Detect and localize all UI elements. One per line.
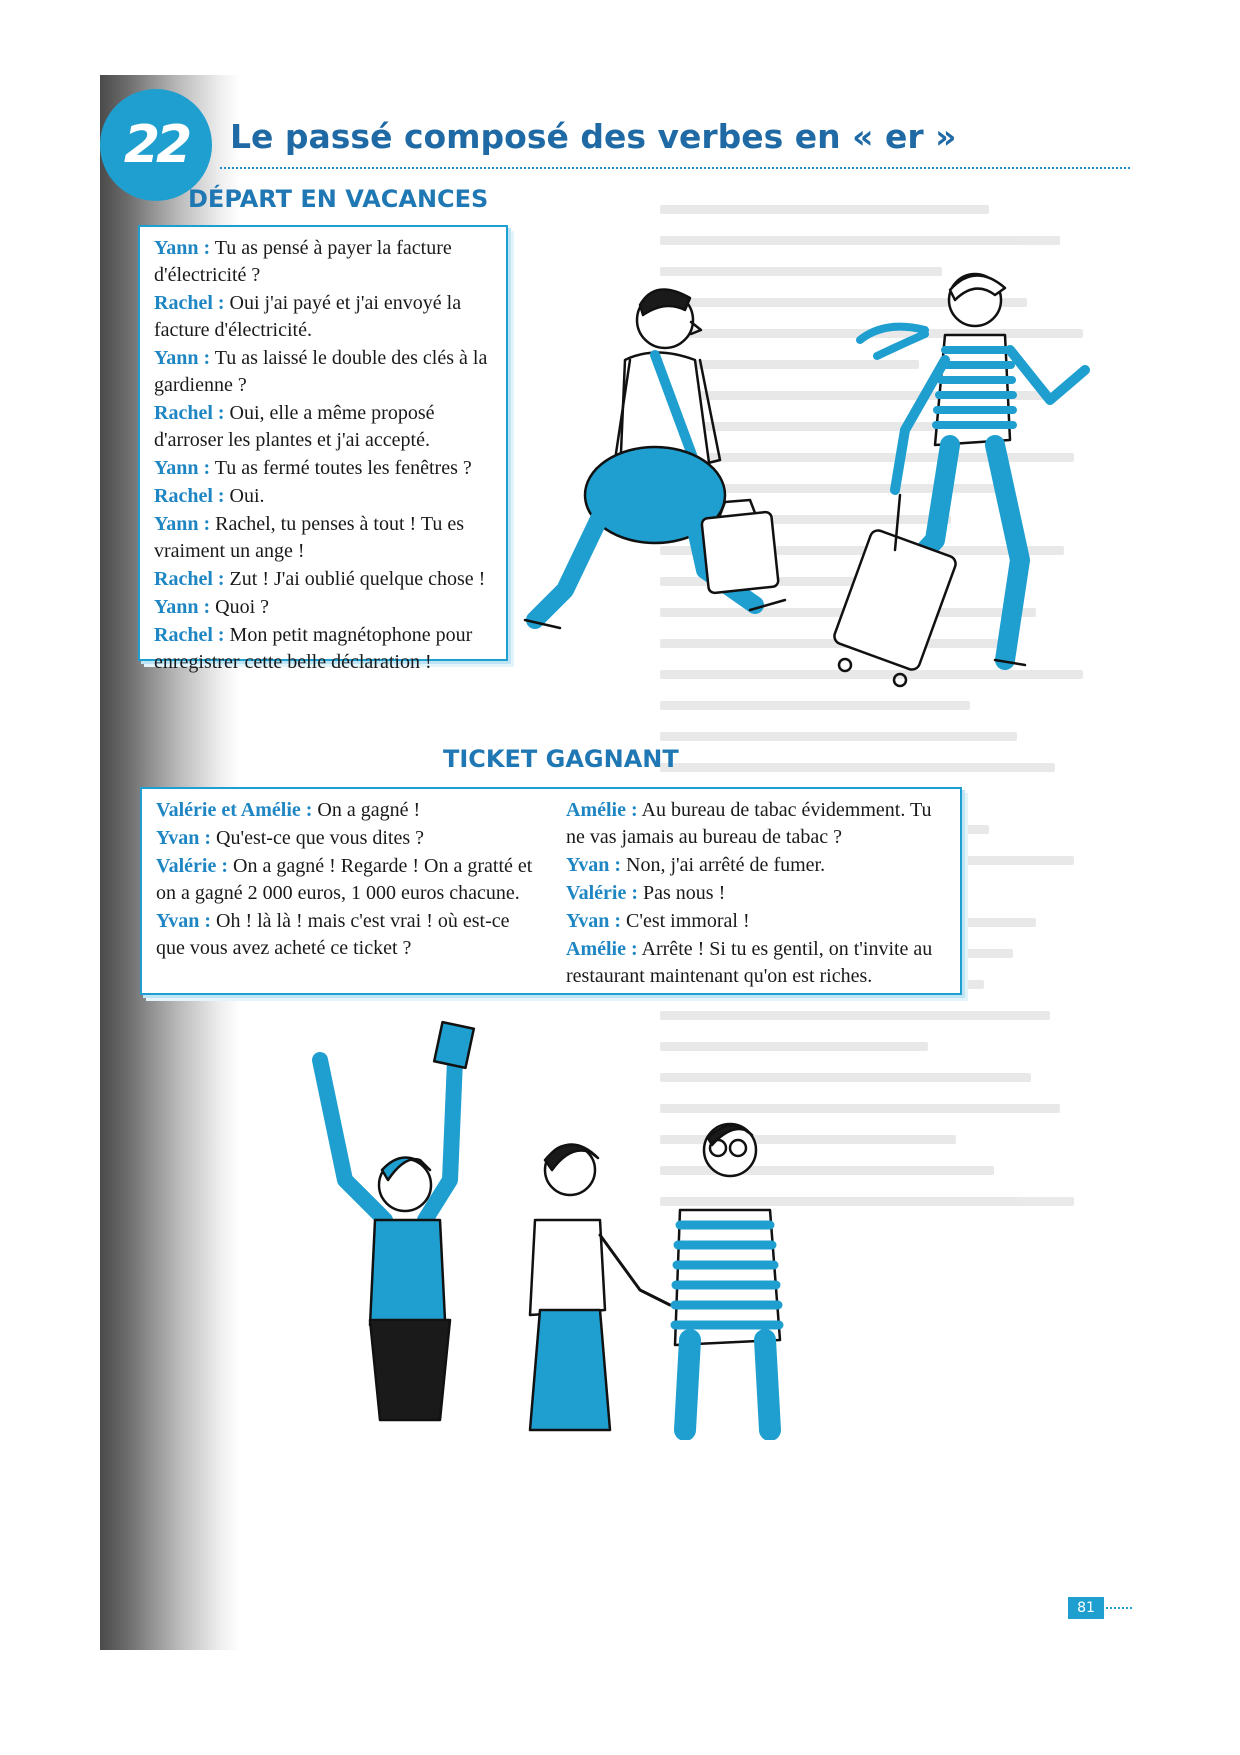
dialogue-text: Qu'est-ce que vous dites ? [216, 827, 425, 849]
dialogue-text: Oui, elle a même proposé d'arroser les plantes et j'ai accepté. [154, 402, 435, 451]
speaker-name: Rachel : [154, 624, 225, 646]
dialogue-text: Oui. [229, 485, 265, 507]
dialogue-line [154, 622, 492, 676]
speaker-name: Rachel : [154, 402, 225, 424]
dialogue-line [154, 566, 492, 593]
dialogue-text: C'est immoral ! [626, 910, 750, 932]
dialogue-text: Oh ! là là ! mais c'est vrai ! où est-ce que vous avez acheté ce ticket ? [156, 910, 510, 959]
speaker-name: Rachel : [154, 292, 225, 314]
speaker-name: Rachel : [154, 485, 225, 507]
dialogue-line [154, 345, 492, 399]
page-number: 81 [1068, 1597, 1104, 1619]
dialogue-line [566, 936, 946, 990]
speaker-name: Yann : [154, 513, 211, 535]
speaker-name: Amélie : [566, 938, 638, 960]
dialogue-text: Pas nous ! [643, 882, 726, 904]
speaker-name: Valérie : [156, 855, 229, 877]
dialogue-text: On a gagné ! Regarde ! On a gratté et on a gagné 2 000 euros, 1 000 euros chacune. [156, 855, 533, 904]
page-number-dots [1106, 1607, 1132, 1609]
book-page [100, 75, 1135, 1650]
dialogue-line [156, 825, 536, 852]
dialogue-line [154, 400, 492, 454]
dialogue-text: Zut ! J'ai oublié quelque chose ! [229, 568, 486, 590]
dialogue-line [566, 852, 946, 879]
speaker-name: Yann : [154, 347, 211, 369]
dialogue-line [154, 594, 492, 621]
winners-illustration [300, 1020, 820, 1440]
dialogue-column-left [156, 797, 536, 991]
speaker-name: Valérie et Amélie : [156, 799, 313, 821]
dialogue-columns [156, 797, 946, 991]
chapter-title: Le passé composé des verbes en « er » [230, 117, 957, 156]
speaker-name: Amélie : [566, 799, 638, 821]
dialogue-line [154, 235, 492, 289]
speaker-name: Yann : [154, 596, 211, 618]
speaker-name: Rachel : [154, 568, 225, 590]
dialogue-column-right [566, 797, 946, 991]
chapter-number: 22 [123, 115, 189, 175]
dialogue-line [566, 908, 946, 935]
dialogue-text: Tu as pensé à payer la facture d'électricité ? [154, 237, 452, 286]
dialogue-text: Au bureau de tabac évidemment. Tu ne vas jamais au bureau de tabac ? [566, 799, 932, 848]
dialogue-text: On a gagné ! [317, 799, 421, 821]
speaker-name: Yvan : [156, 910, 212, 932]
dialogue-text: Quoi ? [215, 596, 270, 618]
title-dotted-rule [220, 167, 1130, 169]
speaker-name: Yvan : [566, 854, 622, 876]
speaker-name: Yann : [154, 237, 211, 259]
dialogue-box-ticket [140, 787, 962, 995]
dialogue-text: Rachel, tu penses à tout ! Tu es vraiment un ange ! [154, 513, 465, 562]
speaker-name: Yvan : [156, 827, 212, 849]
dialogue-box-depart [138, 225, 508, 673]
dialogue-text: Oui j'ai payé et j'ai envoyé la facture d'électricité. [154, 292, 462, 341]
dialogue-line [154, 455, 492, 482]
dialogue-text: Tu as laissé le double des clés à la gardienne ? [154, 347, 488, 396]
dialogue-text: Arrête ! Si tu es gentil, on t'invite au restaurant maintenant qu'on est riches. [566, 938, 933, 987]
dialogue-line [154, 483, 492, 510]
dialogue-text: Non, j'ai arrêté de fumer. [626, 854, 826, 876]
dialogue-line [154, 511, 492, 565]
speaker-name: Yann : [154, 457, 211, 479]
speaker-name: Yvan : [566, 910, 622, 932]
section-title-depart: DÉPART EN VACANCES [188, 185, 489, 213]
dialogue-line [156, 853, 536, 907]
dialogue-text: Tu as fermé toutes les fenêtres ? [214, 457, 472, 479]
dialogue-line [566, 880, 946, 907]
dialogue-text: Mon petit magnétophone pour enregistrer cette belle déclaration ! [154, 624, 473, 673]
dialogue-line [156, 908, 536, 962]
dialogue-line [156, 797, 536, 824]
dialogue-line [566, 797, 946, 851]
dialogue-line [154, 290, 492, 344]
section-title-ticket: TICKET GAGNANT [443, 745, 679, 773]
speaker-name: Valérie : [566, 882, 639, 904]
travellers-illustration [505, 260, 1120, 690]
